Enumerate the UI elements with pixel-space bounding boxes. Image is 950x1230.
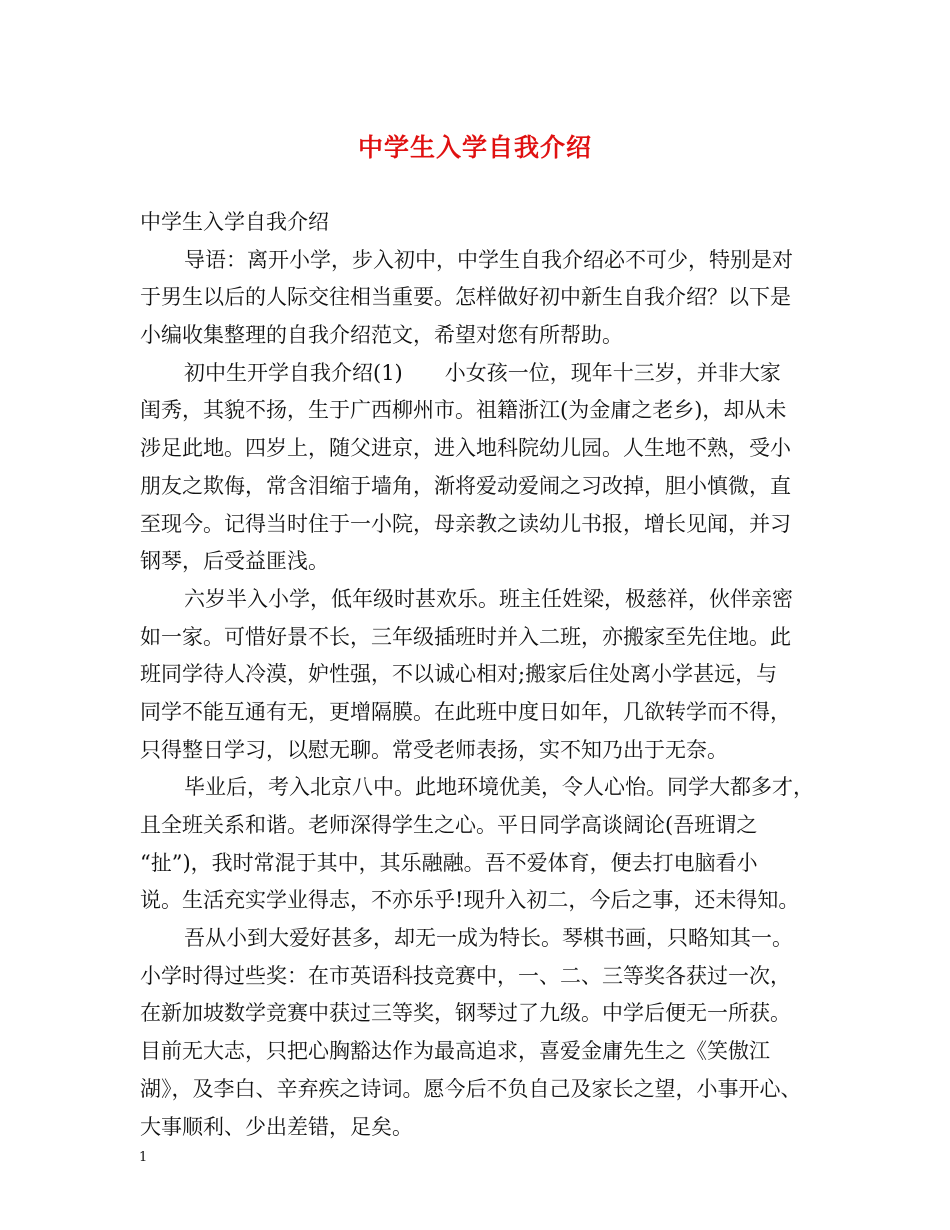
body-text-line: 吾从小到大爱好甚多，却无一成为特长。琴棋书画，只略知其一。 [184,926,793,951]
body-text-line: 涉足此地。四岁上，随父进京，进入地科院幼儿园。人生地不熟，受小 [140,436,791,461]
body-text-line: 如一家。可惜好景不长，三年级插班时并入二班，亦搬家至先住地。此 [140,624,791,649]
body-text-line: 朋友之欺侮，常含泪缩于墙角，渐将爱动爱闹之习改掉，胆小慎微，直 [140,473,791,498]
body-text-line: 闺秀，其貌不扬，生于广西柳州市。祖籍浙江(为金庸之老乡)，却从未 [140,398,787,423]
body-text-line: 至现今。记得当时住于一小院，母亲教之读幼儿书报，增长见闻，并习 [140,511,791,536]
body-text-line: 同学不能互通有无，更增隔膜。在此班中度日如年，几欲转学而不得， [140,699,791,724]
body-text-line: “扯”)，我时常混于其中，其乐融融。吾不爱体育，便去打电脑看小 [140,850,758,875]
body-text-line: 于男生以后的人际交往相当重要。怎样做好初中新生自我介绍？以下是 [140,285,791,310]
body-text-line: 小学时得过些奖：在市英语科技竞赛中，一、二、三等奖各获过一次， [140,963,791,988]
body-text-line: 毕业后，考入北京八中。此地环境优美，令人心怡。同学大都多才， [184,775,814,800]
body-text-line: 初中生开学自我介绍(1) 小女孩一位，现年十三岁，并非大家 [184,360,781,385]
body-text-line: 只得整日学习，以慰无聊。常受老师表扬，实不知乃出于无奈。 [140,737,728,762]
body-text-line: 湖》，及李白、辛弃疾之诗词。愿今后不负自己及家长之望，小事开心、 [140,1076,802,1101]
body-text-line: 说。生活充实学业得志，不亦乐乎!现升入初二，今后之事，还未得知。 [140,888,800,913]
body-text-line: 六岁半入小学，低年级时甚欢乐。班主任姓梁，极慈祥，伙伴亲密 [184,586,793,611]
body-text-line: 且全班关系和谐。老师深得学生之心。平日同学高谈阔论(吾班谓之 [140,813,758,837]
body-text-line: 导语：离开小学，步入初中，中学生自我介绍必不可少，特别是对 [184,247,793,272]
section-heading: 中学生入学自我介绍 [140,210,329,234]
body-text-line: 小编收集整理的自我介绍范文，希望对您有所帮助。 [140,323,623,348]
page-number: 1 [139,1150,148,1165]
body-text-line: 钢琴，后受益匪浅。 [140,549,329,574]
document-body [140,204,830,1146]
body-text-line: 班同学待人冷漠，妒性强，不以诚心相对;搬家后住处离小学甚远，与 [140,662,778,687]
document-title: 中学生入学自我介绍 [357,133,592,162]
body-text-line: 目前无大志，只把心胸豁达作为最高追求，喜爱金庸先生之《笑傲江 [140,1039,770,1064]
body-text-line: 大事顺利、少出差错，足矣。 [140,1114,413,1139]
body-text-line: 在新加坡数学竞赛中获过三等奖，钢琴过了九级。中学后便无一所获。 [140,1001,791,1026]
